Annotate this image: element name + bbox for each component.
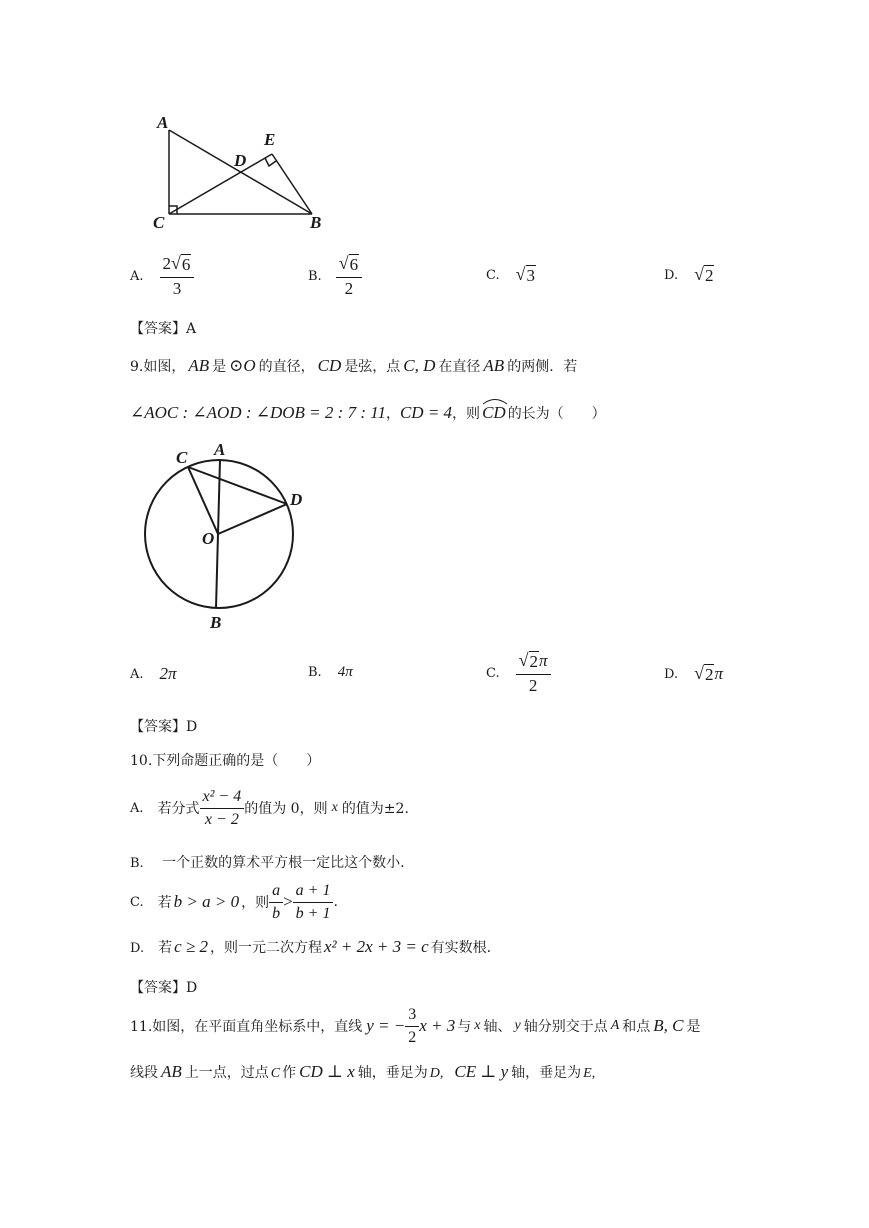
label-A: A (157, 113, 169, 132)
label-D: D (234, 151, 247, 170)
label-C: C (176, 448, 188, 467)
q9-option-a: A. 2π (130, 664, 177, 683)
q9-answer: 【答案】D (130, 719, 198, 735)
label-E: E (264, 130, 276, 149)
q9-option-d: D. √ 2 π (664, 663, 724, 684)
q9-option-b: B. 4π (308, 664, 353, 680)
label-C: C (153, 213, 165, 232)
q10-option-a: A. 若分式 $\frac{\text{x² − 4}}{x - 2}$ 的值为 0，则 x 的值为±2. (130, 788, 409, 828)
q9-stem-line2: ∠AOC : ∠AOD : ∠DOB = 2 : 7 : 11 ， CD = 4 ，则 CD 的长为（ ） (130, 403, 606, 423)
q10-answer: 【答案】D (130, 980, 198, 996)
q8-option-c: C. √ 3 (486, 264, 536, 285)
q11-stem-line1: 11.如图，在平面直角坐标系中，直线 y = − $\frac{3}{2}$ x + 3 与 x 轴、 y 轴分别交于点 A 和点 B, C 是 (130, 1006, 701, 1046)
q9-stem-line1: 9.如图， AB 是 ⊙O 的直径， CD 是弦，点 C, D 在直径 AB 的两侧．若 (130, 356, 578, 375)
label-D: D (290, 490, 303, 509)
label-B: B (310, 213, 322, 232)
q8-option-d: D. √ 2 (664, 264, 714, 285)
circle-figure-q9 (140, 438, 310, 633)
label-A: A (214, 440, 226, 459)
label-B: B (210, 613, 222, 632)
q8-answer: 【答案】A (130, 321, 197, 337)
q10-option-d: D. 若 c ≥ 2 ，则一元二次方程 x² + 2x + 3 = c 有实数根. (130, 937, 492, 956)
label-O: O (202, 529, 215, 548)
q8-option-a: A. 2 √ 6 3 (130, 254, 194, 298)
triangle-figure-q8 (148, 108, 348, 238)
q10-option-b: B. 一个正数的算术平方根一定比这个数小. (130, 855, 405, 871)
q11-stem-line2: 线段 AB 上一点，过点 C 作 CD ⊥ x 轴，垂足为 D, CE ⊥ y 轴，垂足为 E, (130, 1062, 596, 1081)
q10-option-c: C. 若 b > a > 0 ，则 $\frac{a}{b}$ > $\frac{a + 1}{b + 1}$ . (130, 882, 338, 922)
arc-cd: CD (482, 403, 506, 422)
q9-option-c: C. √ 2 π 2 (486, 651, 551, 695)
q8-option-b: B. √ 6 2 (308, 254, 362, 298)
q10-stem: 10.下列命题正确的是（ ） (130, 753, 321, 769)
